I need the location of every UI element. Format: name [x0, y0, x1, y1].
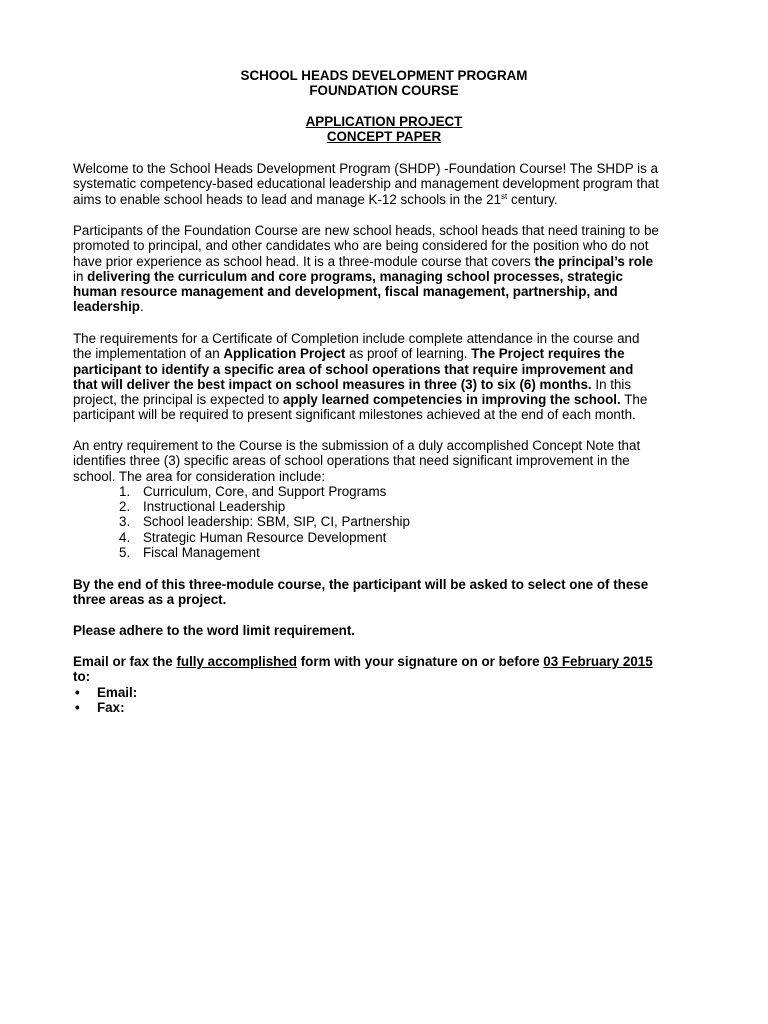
- participants-emphasis: delivering the curriculum and core programs, managing school processes, strategic: [87, 268, 623, 284]
- requirements-text: project, the principal is expected to: [73, 392, 283, 408]
- entry-line: An entry requirement to the Course is the submission of a duly accomplished Concept Note that: [73, 438, 641, 453]
- participants-line: [73, 269, 713, 284]
- contact-label: Fax:: [97, 699, 125, 715]
- closing-line: [73, 592, 713, 607]
- participants-line: [73, 299, 713, 314]
- participants-emphasis: human resource management and development, fiscal management, partnership, and: [73, 284, 618, 300]
- bullet-icon: •: [75, 699, 80, 715]
- list-item: [73, 545, 713, 560]
- requirements-text: as proof of learning.: [345, 346, 472, 362]
- document-subtitle: [0, 114, 768, 145]
- list-item-label: Instructional Leadership: [143, 499, 286, 515]
- participants-line: promoted to principal, and other candidates who are being considered for the position who do not: [73, 238, 649, 254]
- submission-line: [73, 669, 713, 684]
- participants-text: have prior experience as school head. It is a three-module course that covers: [73, 253, 535, 269]
- requirements-paragraph: [73, 331, 713, 423]
- list-item-label: Strategic Human Resource Development: [143, 529, 387, 545]
- list-item-label: School leadership: SBM, SIP, CI, Partnership: [143, 514, 410, 530]
- submission-text: Email or fax the: [73, 654, 177, 669]
- requirements-emphasis: Application Project: [223, 346, 346, 362]
- requirements-emphasis: participant to identify a specific area of school operations that require improvement and: [73, 361, 634, 377]
- participants-line: [73, 254, 713, 269]
- submission-text: to:: [73, 669, 91, 685]
- requirements-line: participant will be required to present significant milestones achieved at the end of each month.: [73, 407, 636, 423]
- list-item: [73, 484, 713, 499]
- list-item: [73, 530, 713, 545]
- list-item: [73, 514, 713, 529]
- word-limit-text: Please adhere to the word limit requirement.: [73, 623, 356, 638]
- list-number: 5.: [119, 545, 131, 561]
- contact-email: [73, 685, 713, 700]
- deadline-date: 03 February 2015: [543, 654, 653, 669]
- intro-line: Welcome to the School Heads Development Program (SHDP) -Foundation Course! The SHDP is a: [73, 161, 658, 176]
- closing-paragraph: [73, 577, 713, 608]
- requirements-line: [73, 377, 713, 392]
- contact-list: [73, 685, 713, 716]
- participants-emphasis: leadership: [73, 299, 140, 315]
- title-line-2: FOUNDATION COURSE: [309, 83, 459, 99]
- list-number: 4.: [119, 529, 131, 545]
- requirements-emphasis: that will deliver the best impact on school measures in three (3) to six (6) months.: [73, 376, 592, 392]
- entry-line: identifies three (3) specific areas of school operations that need significant improvement in the: [73, 453, 630, 469]
- bullet-icon: •: [75, 684, 80, 700]
- list-number: 1.: [119, 483, 131, 499]
- participants-emphasis: the principal’s role: [534, 253, 654, 269]
- intro-line: [73, 192, 713, 207]
- areas-list: [73, 484, 713, 560]
- requirements-emphasis: The Project requires the: [471, 346, 625, 362]
- contact-fax: [73, 700, 713, 715]
- participants-text: .: [139, 299, 144, 315]
- closing-emphasis: three areas as a project.: [73, 592, 227, 608]
- list-item: [73, 499, 713, 514]
- intro-line: systematic competency-based educational leadership and management development program that: [73, 176, 659, 192]
- participants-text: in: [73, 268, 88, 284]
- closing-line: [73, 577, 713, 592]
- intro-paragraph: [73, 161, 713, 207]
- list-item-label: Fiscal Management: [143, 545, 260, 561]
- requirements-text: In this: [591, 376, 632, 392]
- requirements-line: The requirements for a Certificate of Completion include complete attendance in the course and: [73, 331, 640, 346]
- submission-instructions: [73, 654, 713, 715]
- word-limit-line: [73, 623, 713, 638]
- entry-line: school. The area for consideration include:: [73, 468, 326, 484]
- entry-paragraph: [73, 438, 713, 560]
- superscript: st: [501, 191, 508, 201]
- contact-label: Email:: [97, 684, 138, 700]
- list-item-label: Curriculum, Core, and Support Programs: [143, 483, 387, 499]
- list-number: 3.: [119, 514, 131, 530]
- requirements-line: [73, 392, 713, 407]
- requirements-emphasis: apply learned competencies in improving the school.: [282, 392, 621, 408]
- requirements-line: [73, 362, 713, 377]
- submission-line: [73, 654, 713, 669]
- submission-text: form with your signature on or before: [297, 654, 544, 669]
- participants-paragraph: [73, 223, 713, 315]
- word-limit-note: [73, 623, 713, 638]
- subtitle-line-1: APPLICATION PROJECT: [305, 114, 463, 129]
- subtitle-line-2: CONCEPT PAPER: [326, 129, 442, 145]
- requirements-line: [73, 346, 713, 361]
- participants-line: [73, 284, 713, 299]
- title-line-1: SCHOOL HEADS DEVELOPMENT PROGRAM: [240, 68, 528, 83]
- requirements-text: The: [620, 392, 648, 408]
- list-number: 2.: [119, 499, 131, 515]
- intro-text: century.: [507, 191, 558, 207]
- document-title: [0, 68, 768, 99]
- requirements-text: the implementation of an: [73, 346, 224, 362]
- participants-line: Participants of the Foundation Course are new school heads, school heads that need training to be: [73, 223, 659, 238]
- closing-emphasis: By the end of this three-module course, the participant will be asked to select one of these: [73, 577, 649, 592]
- submission-underline: fully accomplished: [176, 654, 297, 669]
- intro-text: aims to enable school heads to lead and manage K-12 schools in the 21: [73, 191, 502, 207]
